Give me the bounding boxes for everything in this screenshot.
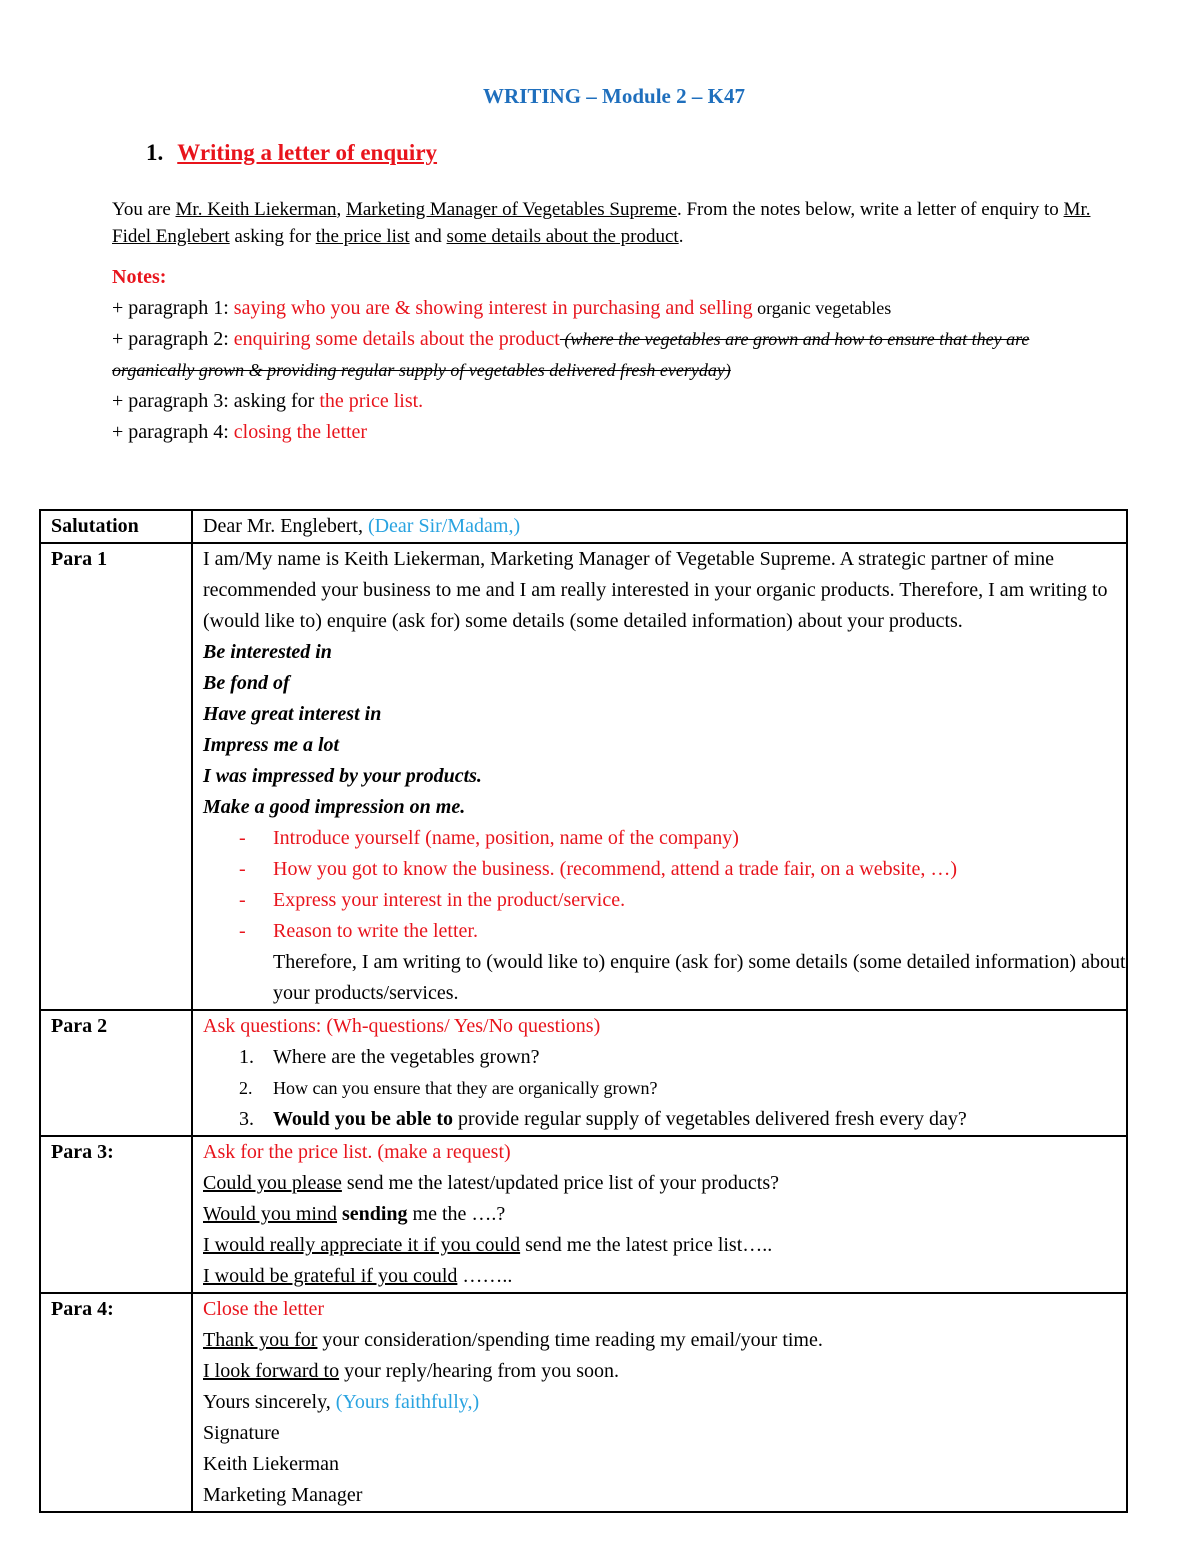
note-highlight: the price list. xyxy=(319,390,424,412)
note-paragraph-1 xyxy=(112,293,1112,324)
tip-text: Reason to write the letter. xyxy=(273,920,478,942)
document-title: WRITING – Module 2 – K47 xyxy=(483,84,745,108)
list-item: 2. How can you ensure that they are organically grown? xyxy=(239,1078,658,1098)
closing-alt: (Yours faithfully,) xyxy=(335,1391,480,1413)
request-text: send me the latest/updated price list of your products? xyxy=(341,1172,779,1194)
note-prefix: + paragraph 2: xyxy=(112,328,234,350)
list-item: 1. Where are the vegetables grown? xyxy=(239,1046,540,1068)
request-phrase: Would you mind xyxy=(203,1203,337,1225)
notes-section xyxy=(112,262,1112,448)
salutation-cell xyxy=(192,510,1127,543)
note-highlight: enquiring some details about the product xyxy=(233,328,560,350)
table-row-para2 xyxy=(40,1010,1127,1136)
row-label: Para 1 xyxy=(40,543,192,1010)
section-heading-text: Writing a letter of enquiry xyxy=(177,140,438,165)
row-label: Para 2 xyxy=(40,1010,192,1136)
closing-line xyxy=(203,1356,1126,1387)
row-label: Para 3: xyxy=(40,1136,192,1293)
request-bold: sending xyxy=(336,1203,408,1225)
intro-ask-price-list: the price list xyxy=(315,226,410,247)
letter-structure-table xyxy=(39,509,1128,1513)
closing-text: Yours sincerely, xyxy=(203,1391,336,1413)
note-highlight: closing the letter xyxy=(233,421,368,443)
phrase-item: Be fond of xyxy=(203,672,290,694)
note-prefix: + paragraph 1: xyxy=(112,297,234,319)
note-paragraph-4 xyxy=(112,417,1112,448)
note-prefix: + paragraph 4: xyxy=(112,421,234,443)
closing-phrase: I look forward to xyxy=(203,1360,340,1382)
list-item: - Reason to write the letter. xyxy=(239,920,478,942)
table-row-para4 xyxy=(40,1293,1127,1512)
request-text: me the ….? xyxy=(407,1203,506,1225)
note-strikethrough: (where the vegetables are grown and how to ensure that they are organically grown & providing regular supply of vegetables delivered fresh everyday) xyxy=(112,329,1030,380)
list-item: 3. Would you be able to provide regular supply of vegetables delivered fresh every day? xyxy=(239,1108,967,1130)
question-text: Where are the vegetables grown? xyxy=(273,1046,540,1068)
salutation-alt: (Dear Sir/Madam,) xyxy=(367,515,521,537)
note-prefix: + paragraph 3: asking for xyxy=(112,390,320,412)
intro-role: Marketing Manager of Vegetables Supreme xyxy=(345,199,677,220)
signer-title: Marketing Manager xyxy=(203,1484,363,1506)
intro-text: . xyxy=(678,226,684,247)
closing-phrase: Thank you for xyxy=(203,1329,318,1351)
tip-text: How you got to know the business. (recommend, attend a trade fair, on a website, …) xyxy=(273,858,958,880)
intro-text: You are xyxy=(112,199,176,220)
section-number: 1. xyxy=(146,140,164,165)
question-text: How can you ensure that they are organically grown? xyxy=(273,1078,658,1098)
request-line xyxy=(203,1261,1126,1292)
intro-ask-details: some details about the product xyxy=(446,226,679,247)
closing-line xyxy=(203,1387,1126,1418)
para3-heading: Ask for the price list. (make a request) xyxy=(203,1141,511,1163)
intro-name: Mr. Keith Liekerman xyxy=(175,199,337,220)
note-text: organic vegetables xyxy=(752,298,892,318)
signer-name: Keith Liekerman xyxy=(203,1453,340,1475)
para4-heading: Close the letter xyxy=(203,1298,325,1320)
signature-line: Signature xyxy=(203,1422,280,1444)
para1-cell xyxy=(192,543,1127,1010)
closing-line xyxy=(203,1325,1126,1356)
phrase-item: Be interested in xyxy=(203,641,332,663)
intro-text: . From the notes below, write a letter of enquiry to xyxy=(676,199,1064,220)
closing-text: your consideration/spending time reading my email/your time. xyxy=(317,1329,823,1351)
list-item: - Introduce yourself (name, position, name of the company) xyxy=(239,827,739,849)
list-item: - How you got to know the business. (recommend, attend a trade fair, on a website, …) xyxy=(239,858,958,880)
notes-title: Notes: xyxy=(112,266,167,288)
note-highlight: saying who you are & showing interest in purchasing and selling xyxy=(233,297,753,319)
tip-text: Express your interest in the product/service. xyxy=(273,889,626,911)
request-text: …….. xyxy=(457,1265,513,1287)
question-list xyxy=(203,1042,1126,1135)
para3-cell xyxy=(192,1136,1127,1293)
intro-text: and xyxy=(409,226,447,247)
para1-tips-list xyxy=(203,823,1126,947)
table-row-para1 xyxy=(40,543,1127,1010)
phrase-item: Make a good impression on me. xyxy=(203,796,466,818)
question-text: provide regular supply of vegetables delivered fresh every day? xyxy=(453,1108,967,1130)
phrase-item: I was impressed by your products. xyxy=(203,765,482,787)
row-label: Salutation xyxy=(40,510,192,543)
intro-recipient: Mr. Fidel Englebert xyxy=(112,199,1091,247)
phrase-item: Have great interest in xyxy=(203,703,382,725)
para4-cell xyxy=(192,1293,1127,1512)
table-row-para3 xyxy=(40,1136,1127,1293)
request-phrase: I would really appreciate it if you could xyxy=(203,1234,521,1256)
note-paragraph-3 xyxy=(112,386,1112,417)
phrase-item: Impress me a lot xyxy=(203,734,340,756)
list-item: - Express your interest in the product/service. xyxy=(239,889,626,911)
tip-text: Introduce yourself (name, position, name of the company) xyxy=(273,827,739,849)
note-paragraph-2 xyxy=(112,324,1112,386)
salutation-text: Dear Mr. Englebert, xyxy=(203,515,368,537)
para2-cell xyxy=(192,1010,1127,1136)
para1-closing-text: Therefore, I am writing to (would like to) enquire (ask for) some details (some detailed information) about your products/services. xyxy=(273,951,1126,1004)
task-intro xyxy=(112,196,1122,250)
request-line xyxy=(203,1168,1126,1199)
question-bold: Would you be able to xyxy=(273,1108,454,1130)
request-line xyxy=(203,1199,1126,1230)
closing-text: your reply/hearing from you soon. xyxy=(339,1360,620,1382)
section-heading xyxy=(146,140,437,166)
intro-text: asking for xyxy=(229,226,316,247)
para1-sample-text: I am/My name is Keith Liekerman, Marketing Manager of Vegetable Supreme. A strategic partner of mine recommended your business to me and I am really interested in your organic products. Therefore, I am writing to (would like to) enquire (ask for) some details (some detailed information) about your products. xyxy=(203,548,1108,632)
row-label: Para 4: xyxy=(40,1293,192,1512)
request-text: send me the latest price list….. xyxy=(520,1234,773,1256)
para2-heading: Ask questions: (Wh-questions/ Yes/No questions) xyxy=(203,1015,601,1037)
request-phrase: Could you please xyxy=(203,1172,342,1194)
request-phrase: I would be grateful if you could xyxy=(203,1265,458,1287)
table-row-salutation xyxy=(40,510,1127,543)
intro-text: , xyxy=(336,199,346,220)
request-line xyxy=(203,1230,1126,1261)
